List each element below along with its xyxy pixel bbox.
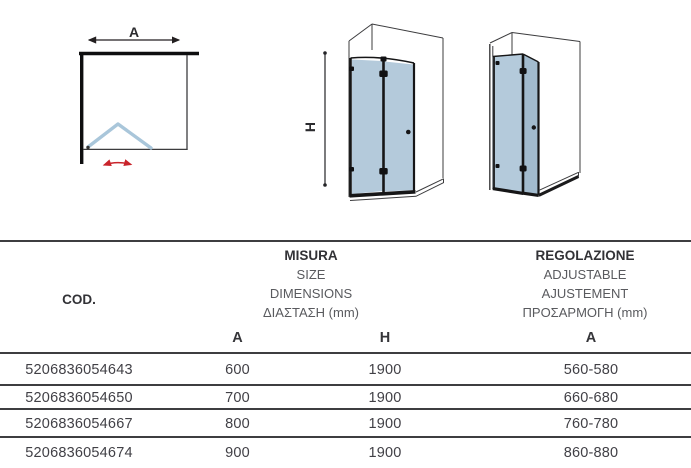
folded-door-chevron (88, 124, 151, 148)
table-rule (0, 352, 691, 354)
cell-size-h: 1900 (368, 416, 402, 432)
column-group-header-misura (166, 246, 456, 322)
header-adjustable: ADJUSTABLE (543, 267, 627, 282)
height-dim-label: H (302, 121, 318, 133)
cell-size-h: 1900 (368, 362, 402, 378)
plan-dim-label: A (128, 24, 140, 40)
cell-adjust-a: 560-580 (563, 362, 619, 378)
header-diastasi: ΔΙΑΣΤΑΣΗ (mm) (262, 305, 359, 320)
header-misura: MISURA (284, 248, 338, 263)
header-ajustement: AJUSTEMENT (541, 286, 629, 301)
cell-size-h: 1900 (368, 390, 402, 406)
cell-size-a: 800 (225, 416, 250, 432)
subheader-size-a: A (232, 330, 243, 346)
column-group-header-regolazione (465, 246, 691, 322)
cell-adjust-a: 660-680 (563, 390, 619, 406)
folded-view-diagram (470, 10, 640, 215)
cell-adjust-a: 760-780 (563, 416, 619, 432)
table-rule (0, 436, 691, 438)
column-header-cod: COD. (62, 291, 96, 307)
front-view-diagram (300, 10, 460, 215)
header-regolazione: REGOLAZIONE (535, 248, 635, 263)
door-pivot-dot (86, 146, 89, 149)
door-knob-icon (406, 130, 411, 135)
header-size: SIZE (296, 267, 326, 282)
table-border-top (0, 240, 691, 242)
cell-cod: 5206836054667 (25, 416, 133, 432)
plan-view-diagram (0, 0, 210, 180)
table-rule (0, 408, 691, 410)
cell-size-a: 700 (225, 390, 250, 406)
tray-outline (539, 172, 579, 195)
subheader-adjust-a: A (585, 330, 597, 346)
cell-adjust-a: 860-880 (563, 445, 619, 461)
glass-panels-folded (493, 54, 539, 194)
cell-cod: 5206836054674 (25, 445, 133, 461)
cell-size-h: 1900 (368, 445, 402, 461)
header-prosarmogi: ΠΡΟΣΑΡΜΟΓΗ (mm) (522, 305, 648, 320)
cell-cod: 5206836054650 (25, 390, 133, 406)
door-knob-icon (532, 125, 536, 129)
header-dimensions: DIMENSIONS (269, 286, 353, 301)
wall-lines (79, 52, 199, 164)
cell-size-a: 600 (225, 362, 250, 378)
cell-cod: 5206836054643 (25, 362, 133, 378)
subheader-size-h: H (379, 330, 391, 346)
swing-direction-arrow (104, 163, 131, 165)
height-dimension (302, 51, 327, 187)
cell-size-a: 900 (225, 445, 250, 461)
